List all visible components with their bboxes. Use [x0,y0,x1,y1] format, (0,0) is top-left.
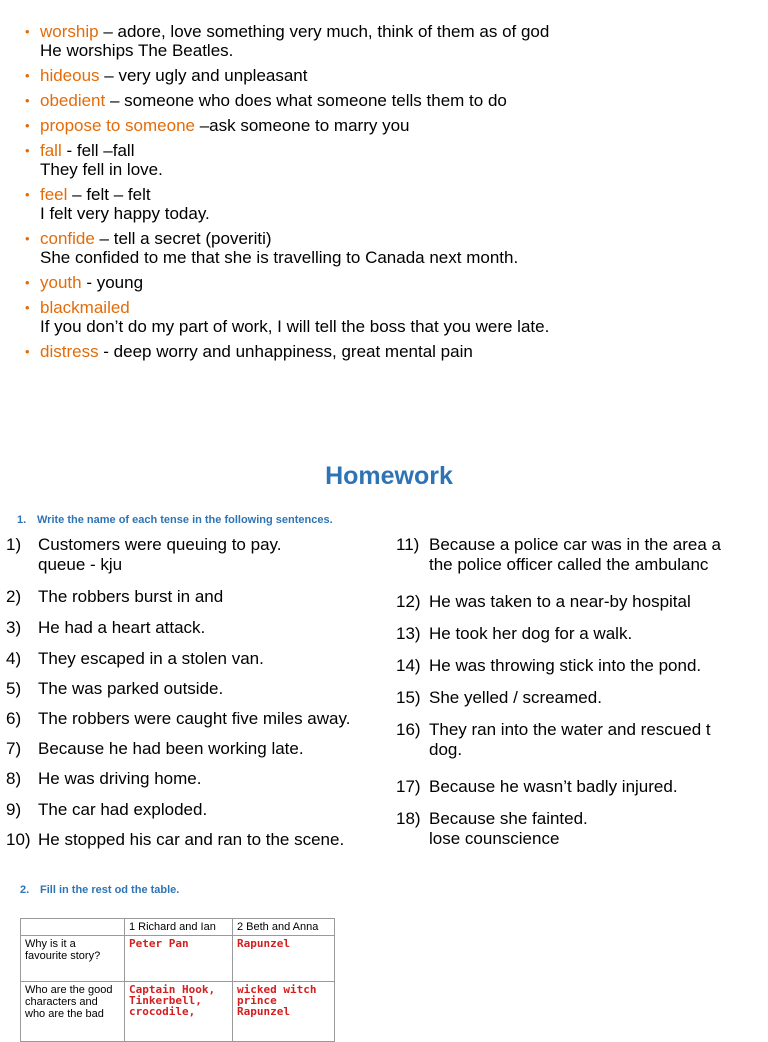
vocab-definition: - fell –fall [61,141,135,160]
answer-number: 7) [6,739,22,758]
vocab-item [24,91,764,110]
answer-number: 1) [6,535,22,554]
answer-note: queue - kju [38,555,123,574]
answer-text: The robbers were caught five miles away. [38,709,351,728]
answer-note: lose counscience [429,829,560,848]
table-question-cell: Why is it a favourite story? [21,936,125,982]
homework-title: Homework [325,462,453,490]
vocab-example: If you don’t do my part of work, I will tell the boss that you were late. [40,317,550,336]
bullet-icon: • [25,118,30,133]
answer-note: dog. [429,740,463,759]
task-2-number: 2. [20,884,30,896]
vocab-term: blackmailed [40,298,130,317]
table-header-cell: 2 Beth and Anna [233,919,335,936]
table-header-cell [21,919,125,936]
vocab-definition: – adore, love something very much, think of them as of god [98,22,550,41]
vocab-term: worship [40,22,99,41]
answer-text: The was parked outside. [38,679,224,698]
answer-text: Because he had been working late. [38,739,304,758]
bullet-icon: • [25,24,30,39]
answer-text: They escaped in a stolen van. [38,649,264,668]
answer-number: 13) [396,624,421,643]
answer-number: 5) [6,679,22,698]
answer-text: He took her dog for a walk. [429,624,633,643]
vocab-item [24,298,764,336]
answer-number: 9) [6,800,22,819]
answer-number: 16) [396,720,421,739]
vocab-term: distress [40,342,99,361]
vocab-term: feel [40,185,68,204]
bullet-icon: • [25,300,30,315]
answer-number: 18) [396,809,421,828]
vocab-example: He worships The Beatles. [40,41,234,60]
table-header-row [21,919,335,936]
vocab-definition: – felt – felt [67,185,151,204]
answer-number: 12) [396,592,421,611]
answer-text: The car had exploded. [38,800,208,819]
answer-note: the police officer called the ambulanc [429,555,709,574]
bullet-icon: • [25,231,30,246]
table-row [21,936,335,982]
vocab-item [24,141,764,179]
bullet-icon: • [25,344,30,359]
bullet-icon: • [25,275,30,290]
vocab-term: confide [40,229,95,248]
vocab-item [24,229,764,267]
vocab-item [24,22,764,60]
bullet-icon: • [25,93,30,108]
answer-number: 6) [6,709,22,728]
vocabulary-list [24,22,764,361]
vocab-item [24,273,764,292]
answer-number: 15) [396,688,421,707]
answer-number: 8) [6,769,22,788]
vocab-definition: - deep worry and unhappiness, great mental pain [98,342,473,361]
answer-number: 4) [6,649,22,668]
vocab-definition: - young [81,273,144,292]
answer-text: The robbers burst in and [38,587,224,606]
vocab-term: youth [40,273,82,292]
vocab-item [24,116,764,135]
vocab-example: She confided to me that she is travelling to Canada next month. [40,248,519,267]
vocab-example: I felt very happy today. [40,204,210,223]
answer-number: 17) [396,777,421,796]
task-2-instruction [20,884,179,896]
vocab-item [24,66,764,85]
vocab-term: fall [40,141,62,160]
answer-number: 14) [396,656,421,675]
answer-number: 3) [6,618,22,637]
answer-text: Because she fainted. [429,809,588,828]
answer-number: 10) [6,830,31,849]
task-1-text: Write the name of each tense in the following sentences. [37,514,333,526]
bullet-icon: • [25,68,30,83]
answer-number: 11) [396,535,420,554]
answer-text: Because he wasn’t badly injured. [429,777,678,796]
answer-text: Customers were queuing to pay. [38,535,282,554]
answer-text: She yelled / screamed. [429,688,602,707]
vocab-definition: – tell a secret (poveriti) [94,229,272,248]
table-answer-cell: Peter Pan [125,936,233,982]
table-row [21,982,335,1042]
answer-text: He was throwing stick into the pond. [429,656,702,675]
answer-text: They ran into the water and rescued t [429,720,711,739]
table-header-cell: 1 Richard and Ian [125,919,233,936]
vocab-definition: – very ugly and unpleasant [99,66,308,85]
answer-text: He was driving home. [38,769,202,788]
vocab-item [24,342,764,361]
answer-text: He stopped his car and ran to the scene. [38,830,345,849]
task-1-instruction [17,514,333,526]
vocab-definition: –ask someone to marry you [195,116,410,135]
table-question-cell: Who are the good characters and who are the bad [21,982,125,1042]
task-2-text: Fill in the rest od the table. [40,884,180,896]
table-answer-cell: Captain Hook, Tinkerbell, crocodile, [125,982,233,1042]
vocab-term: hideous [40,66,100,85]
task-1-number: 1. [17,514,27,526]
answer-text: He had a heart attack. [38,618,206,637]
bullet-icon: • [25,143,30,158]
vocab-example: They fell in love. [40,160,163,179]
vocab-item [24,185,764,223]
table-answer-cell: Rapunzel [233,936,335,982]
bullet-icon: • [25,187,30,202]
answer-number: 2) [6,587,22,606]
table-answer-cell: wicked witch prince Rapunzel [233,982,335,1042]
answer-text: He was taken to a near-by hospital [429,592,691,611]
vocab-term: obedient [40,91,106,110]
story-table [20,918,335,1042]
vocab-definition: – someone who does what someone tells them to do [105,91,507,110]
vocab-term: propose to someone [40,116,195,135]
answer-text: Because a police car was in the area a [429,535,722,554]
